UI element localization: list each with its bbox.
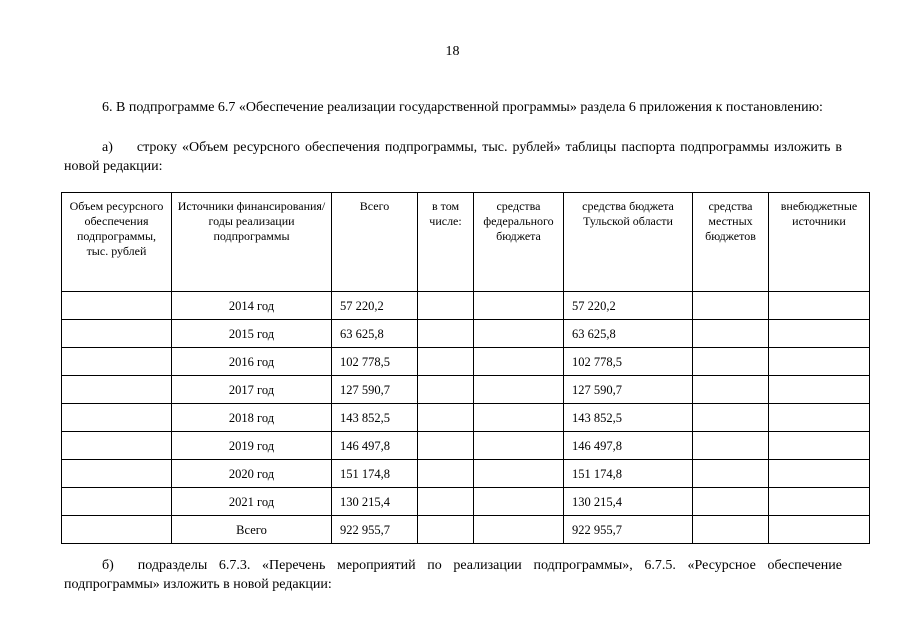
- cell-volume: [62, 376, 172, 404]
- paragraph-a-text: строку «Объем ресурсного обеспечения подпрограммы, тыс. рублей» таблицы паспорта подпрограммы изложить в новой редакции:: [64, 140, 842, 174]
- paragraph-a-marker: а): [102, 140, 113, 155]
- table-header-row: [62, 193, 870, 292]
- cell-including: [418, 320, 474, 348]
- cell-regional: 143 852,5: [564, 404, 693, 432]
- paragraph-b-marker: б): [102, 558, 114, 573]
- cell-local: [693, 348, 769, 376]
- cell-total: 57 220,2: [332, 292, 418, 320]
- header-volume: Объем ресурсного обеспечения подпрограммы, тыс. рублей: [62, 193, 172, 292]
- cell-including: [418, 432, 474, 460]
- cell-including: [418, 376, 474, 404]
- cell-federal: [474, 432, 564, 460]
- cell-local: [693, 460, 769, 488]
- cell-total: 922 955,7: [332, 516, 418, 544]
- cell-year: 2015 год: [172, 320, 332, 348]
- header-total: Всего: [332, 193, 418, 292]
- header-extrabudget: внебюджетные источники: [769, 193, 870, 292]
- cell-extrabudget: [769, 460, 870, 488]
- header-local: средства местных бюджетов: [693, 193, 769, 292]
- cell-year: 2017 год: [172, 376, 332, 404]
- cell-total: 127 590,7: [332, 376, 418, 404]
- cell-federal: [474, 376, 564, 404]
- cell-volume: [62, 292, 172, 320]
- cell-total: 146 497,8: [332, 432, 418, 460]
- cell-federal: [474, 292, 564, 320]
- cell-local: [693, 292, 769, 320]
- cell-including: [418, 292, 474, 320]
- paragraph-b: [64, 556, 842, 594]
- cell-regional: 922 955,7: [564, 516, 693, 544]
- cell-extrabudget: [769, 404, 870, 432]
- cell-volume: [62, 320, 172, 348]
- cell-regional: 146 497,8: [564, 432, 693, 460]
- cell-total: 151 174,8: [332, 460, 418, 488]
- cell-year: 2020 год: [172, 460, 332, 488]
- cell-federal: [474, 348, 564, 376]
- cell-extrabudget: [769, 320, 870, 348]
- cell-extrabudget: [769, 488, 870, 516]
- cell-regional: 57 220,2: [564, 292, 693, 320]
- cell-year: 2014 год: [172, 292, 332, 320]
- cell-local: [693, 516, 769, 544]
- table-row: [62, 404, 870, 432]
- cell-including: [418, 404, 474, 432]
- cell-total: 63 625,8: [332, 320, 418, 348]
- cell-total: 143 852,5: [332, 404, 418, 432]
- cell-federal: [474, 516, 564, 544]
- table-row: [62, 488, 870, 516]
- table-row: [62, 292, 870, 320]
- financing-table: [61, 192, 870, 544]
- cell-local: [693, 376, 769, 404]
- cell-including: [418, 516, 474, 544]
- cell-local: [693, 320, 769, 348]
- header-federal: средства федерального бюджета: [474, 193, 564, 292]
- cell-federal: [474, 320, 564, 348]
- cell-volume: [62, 516, 172, 544]
- cell-volume: [62, 460, 172, 488]
- cell-regional: 130 215,4: [564, 488, 693, 516]
- cell-total: 130 215,4: [332, 488, 418, 516]
- cell-local: [693, 488, 769, 516]
- cell-year: 2021 год: [172, 488, 332, 516]
- paragraph-6: 6. В подпрограмме 6.7 «Обеспечение реализации государственной программы» раздела 6 приложения к постановлению:: [102, 100, 823, 115]
- cell-including: [418, 488, 474, 516]
- paragraph-b-text: подразделы 6.7.3. «Перечень мероприятий по реализации подпрограммы», 6.7.5. «Ресурсное обеспечение подпрограммы» изложить в новой редакции:: [64, 558, 842, 592]
- cell-local: [693, 404, 769, 432]
- cell-year: 2019 год: [172, 432, 332, 460]
- cell-federal: [474, 488, 564, 516]
- table-row: [62, 516, 870, 544]
- header-regional: средства бюджета Тульской области: [564, 193, 693, 292]
- header-sources: Источники финансирования/годы реализации подпрограммы: [172, 193, 332, 292]
- cell-regional: 63 625,8: [564, 320, 693, 348]
- cell-extrabudget: [769, 432, 870, 460]
- header-including: в том числе:: [418, 193, 474, 292]
- cell-federal: [474, 460, 564, 488]
- page-number: 18: [445, 44, 460, 59]
- cell-federal: [474, 404, 564, 432]
- table-row: [62, 348, 870, 376]
- cell-extrabudget: [769, 376, 870, 404]
- cell-regional: 127 590,7: [564, 376, 693, 404]
- cell-extrabudget: [769, 348, 870, 376]
- cell-including: [418, 348, 474, 376]
- cell-year: 2016 год: [172, 348, 332, 376]
- cell-extrabudget: [769, 292, 870, 320]
- table-row: [62, 432, 870, 460]
- cell-volume: [62, 488, 172, 516]
- cell-volume: [62, 348, 172, 376]
- cell-regional: 151 174,8: [564, 460, 693, 488]
- cell-volume: [62, 432, 172, 460]
- paragraph-a: [64, 138, 842, 176]
- cell-local: [693, 432, 769, 460]
- cell-regional: 102 778,5: [564, 348, 693, 376]
- cell-total: 102 778,5: [332, 348, 418, 376]
- table-row: [62, 460, 870, 488]
- cell-year: 2018 год: [172, 404, 332, 432]
- cell-volume: [62, 404, 172, 432]
- cell-year: Всего: [172, 516, 332, 544]
- table-row: [62, 376, 870, 404]
- cell-extrabudget: [769, 516, 870, 544]
- cell-including: [418, 460, 474, 488]
- table-row: [62, 320, 870, 348]
- table-body: [62, 292, 870, 544]
